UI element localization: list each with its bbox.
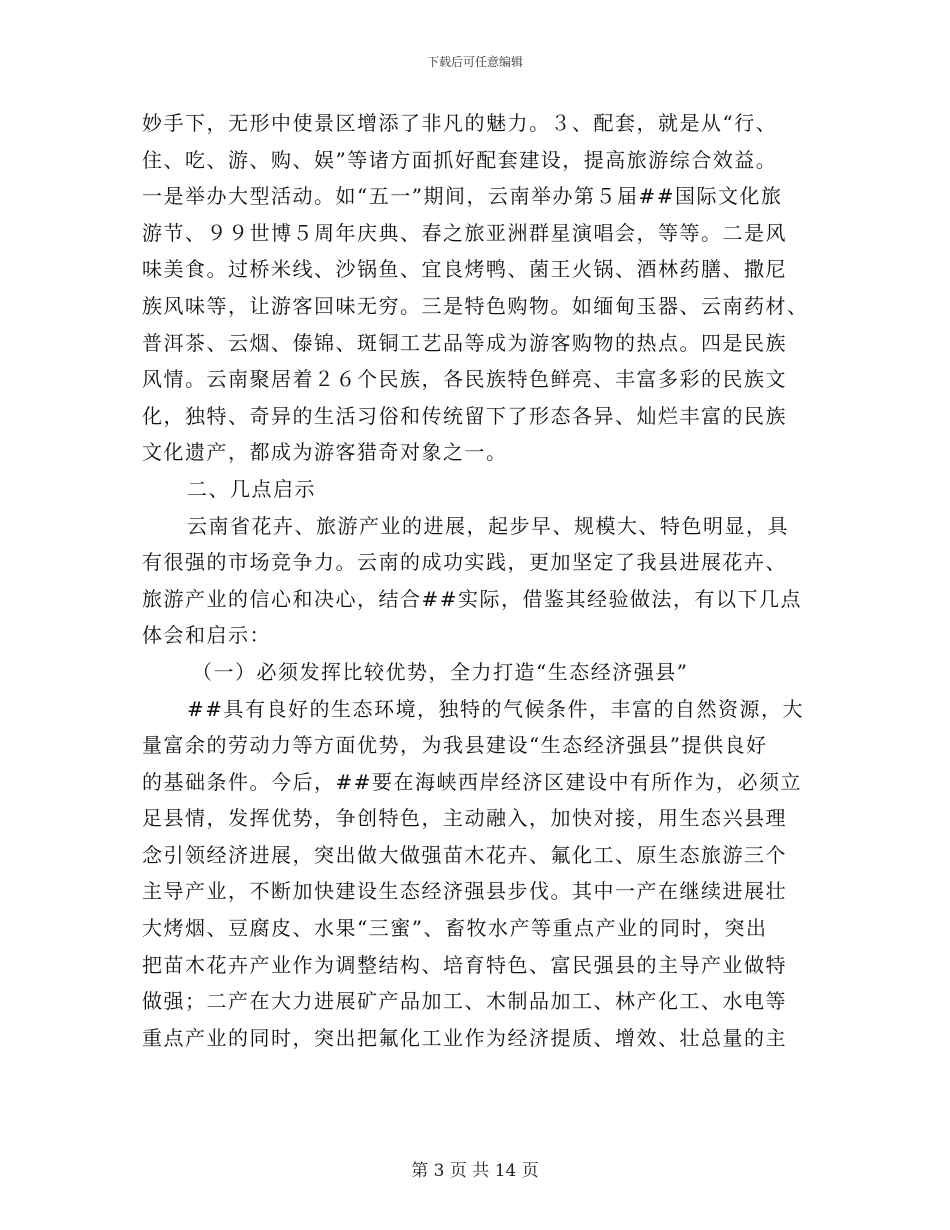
text-line: 文化遗产，都成为游客猎奇对象之一。 — [142, 440, 508, 465]
text-line: 族风味等，让游客回味无穷。三是特色购物。如缅甸玉器、云南药材、 — [142, 293, 809, 318]
section-heading: 二、几点启示 — [187, 476, 316, 501]
text-line: 量富余的劳动力等方面优势，为我县建设“生态经济强县”提供良好 — [142, 733, 768, 758]
text-line: 味美食。过桥米线、沙锅鱼、宜良烤鸭、菌王火锅、酒林药膳、撒尼 — [142, 257, 787, 282]
paragraph-start-line: ##具有良好的生态环境，独特的气候条件，丰富的自然资源，大 — [187, 696, 805, 721]
subsection-heading: （一）必须发挥比较优势，全力打造“生态经济强县” — [192, 659, 689, 684]
text-line: 妙手下，无形中使景区增添了非凡的魅力。３、配套，就是从“行、 — [142, 111, 778, 135]
text-line: 普洱茶、云烟、傣锦、斑铜工艺品等成为游客购物的热点。四是民族 — [142, 330, 787, 355]
page-footer: 第 3 页 共 14 页 — [411, 1161, 539, 1181]
text-line: 主导产业，不断加快建设生态经济强县步伐。其中一产在继续进展壮 — [142, 879, 787, 904]
text-line: 重点产业的同时，突出把氟化工业作为经济提质、增效、壮总量的主 — [142, 1025, 787, 1050]
page-header: 下载后可任意编辑 — [426, 55, 523, 69]
text-line: 做强；二产在大力进展矿产品加工、木制品加工、林产化工、水电等 — [142, 989, 787, 1014]
text-line: 化，独特、奇异的生活习俗和传统留下了形态各异、灿烂丰富的民族 — [142, 403, 787, 428]
text-line: 大烤烟、豆腐皮、水果“三蜜”、畜牧水产等重点产业的同时，突出 — [142, 916, 768, 941]
document-body — [142, 105, 822, 1056]
text-line: 体会和启示： — [142, 623, 271, 648]
text-line: 有很强的市场竞争力。云南的成功实践，更加坚定了我县进展花卉、 — [142, 550, 787, 575]
text-line: 的基础条件。今后，##要在海峡西岸经济区建设中有所作为，必须立 — [142, 769, 803, 794]
text-line: 住、吃、游、购、娱”等诸方面抓好配套建设，提高旅游综合效益。 — [142, 147, 778, 172]
text-line: 风情。云南聚居着２６个民族，各民族特色鲜亮、丰富多彩的民族文 — [142, 367, 787, 392]
text-line: 念引领经济进展，突出做大做强苗木花卉、氟化工、原生态旅游三个 — [142, 842, 787, 867]
text-line: 一是举办大型活动。如“五一”期间，云南举办第５届##国际文化旅 — [142, 184, 783, 209]
paragraph-start-line: 云南省花卉、旅游产业的进展，起步早、规模大、特色明显，具 — [187, 513, 789, 538]
text-line: 旅游产业的信心和决心，结合##实际，借鉴其经验做法，有以下几点 — [142, 586, 803, 611]
text-line: 足县情，发挥优势，争创特色，主动融入，加快对接，用生态兴县理 — [142, 806, 787, 831]
text-line: 游节、９９世博５周年庆典、春之旅亚洲群星演唱会，等等。二是风 — [142, 220, 787, 245]
text-line: 把苗木花卉产业作为调整结构、培育特色、富民强县的主导产业做特 — [142, 952, 787, 977]
